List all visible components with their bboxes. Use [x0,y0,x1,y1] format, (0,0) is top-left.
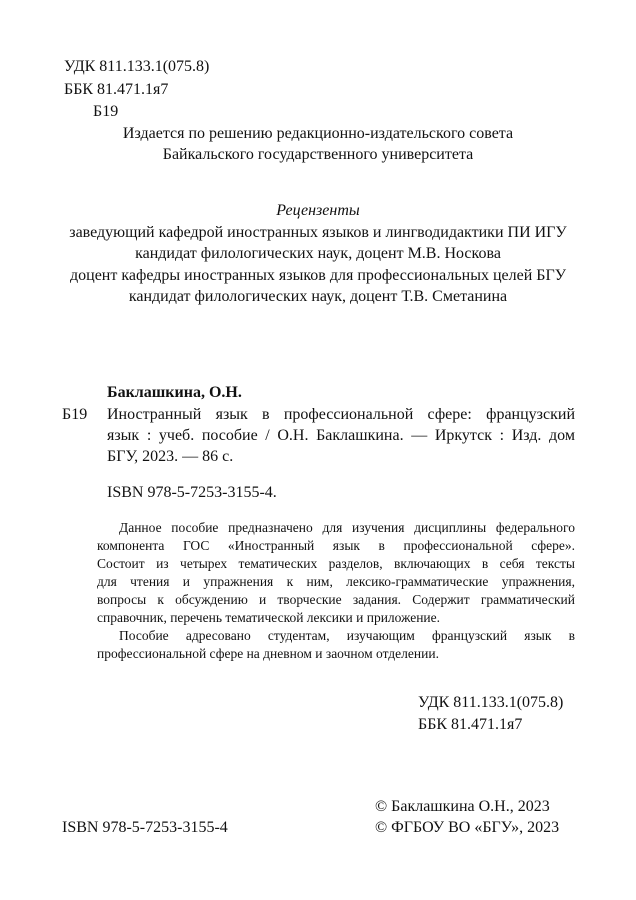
annotation-paragraph-2 [97,627,575,662]
bib-line-3: БГУ, 2023. — 86 с. [107,448,234,465]
reviewer-line-3: доцент кафедры иностранных языков для профессиональных целей БГУ [69,267,567,284]
publisher-note-line-2: Байкальского государственного университета [162,146,474,163]
annotation-line-3: Состоит из четырех тематических разделов, включающих в себя тексты [97,556,575,571]
copyright-author: © Баклашкина О.Н., 2023 [375,798,550,815]
reviewer-line-4: кандидат филологических наук, доцент Т.В. Сметанина [128,288,508,305]
bbk-top: ББК 81.471.1я7 [64,81,169,98]
annotation-line-5: вопросы к обсуждению и творческие задания. Содержит грамматический [97,592,575,607]
reviewer-line-1: заведующий кафедрой иностранных языков и лингводидактики ПИ ИГУ [69,224,567,241]
annotation-line-4: для чтения и упражнения к ним, лексико-грамматические упражнения, [97,574,575,589]
reviewers-heading: Рецензенты [276,202,360,219]
udk-top: УДК 811.133.1(075.8) [64,58,210,75]
annotation-line-8: профессиональной сфере на дневном и заочном отделении. [97,646,439,661]
annotation-line-1: Данное пособие предназначено для изучения дисциплины федерального [119,520,575,535]
bib-author: Баклашкина, О.Н. [107,384,242,401]
author-code-top: Б19 [93,103,119,120]
bbk-bottom: ББК 81.471.1я7 [418,716,523,733]
bib-description [107,405,575,467]
reviewer-line-2: кандидат филологических наук, доцент М.В. Носкова [135,245,501,262]
bib-line-2: язык : учеб. пособие / О.Н. Баклашкина. — Иркутск : Изд. дом [107,427,575,444]
annotation-line-2: компонента ГОС «Иностранный язык в профессиональной сфере». [97,538,575,553]
annotation-line-6: справочник, перечень тематической лексики и приложение. [97,610,441,625]
bib-code: Б19 [62,406,88,423]
udk-bottom: УДК 811.133.1(075.8) [418,694,564,711]
bib-line-1: Иностранный язык в профессиональной сфере: французский [107,406,575,423]
bib-isbn: ISBN 978-5-7253-3155-4. [107,484,277,501]
isbn-bottom: ISBN 978-5-7253-3155-4 [62,819,228,836]
annotation-line-7: Пособие адресовано студентам, изучающим французский язык в [119,628,575,643]
annotation-paragraph-1 [97,519,575,626]
publisher-note-line-1: Издается по решению редакционно-издательского совета [122,125,514,142]
copyright-org: © ФГБОУ ВО «БГУ», 2023 [375,819,560,836]
